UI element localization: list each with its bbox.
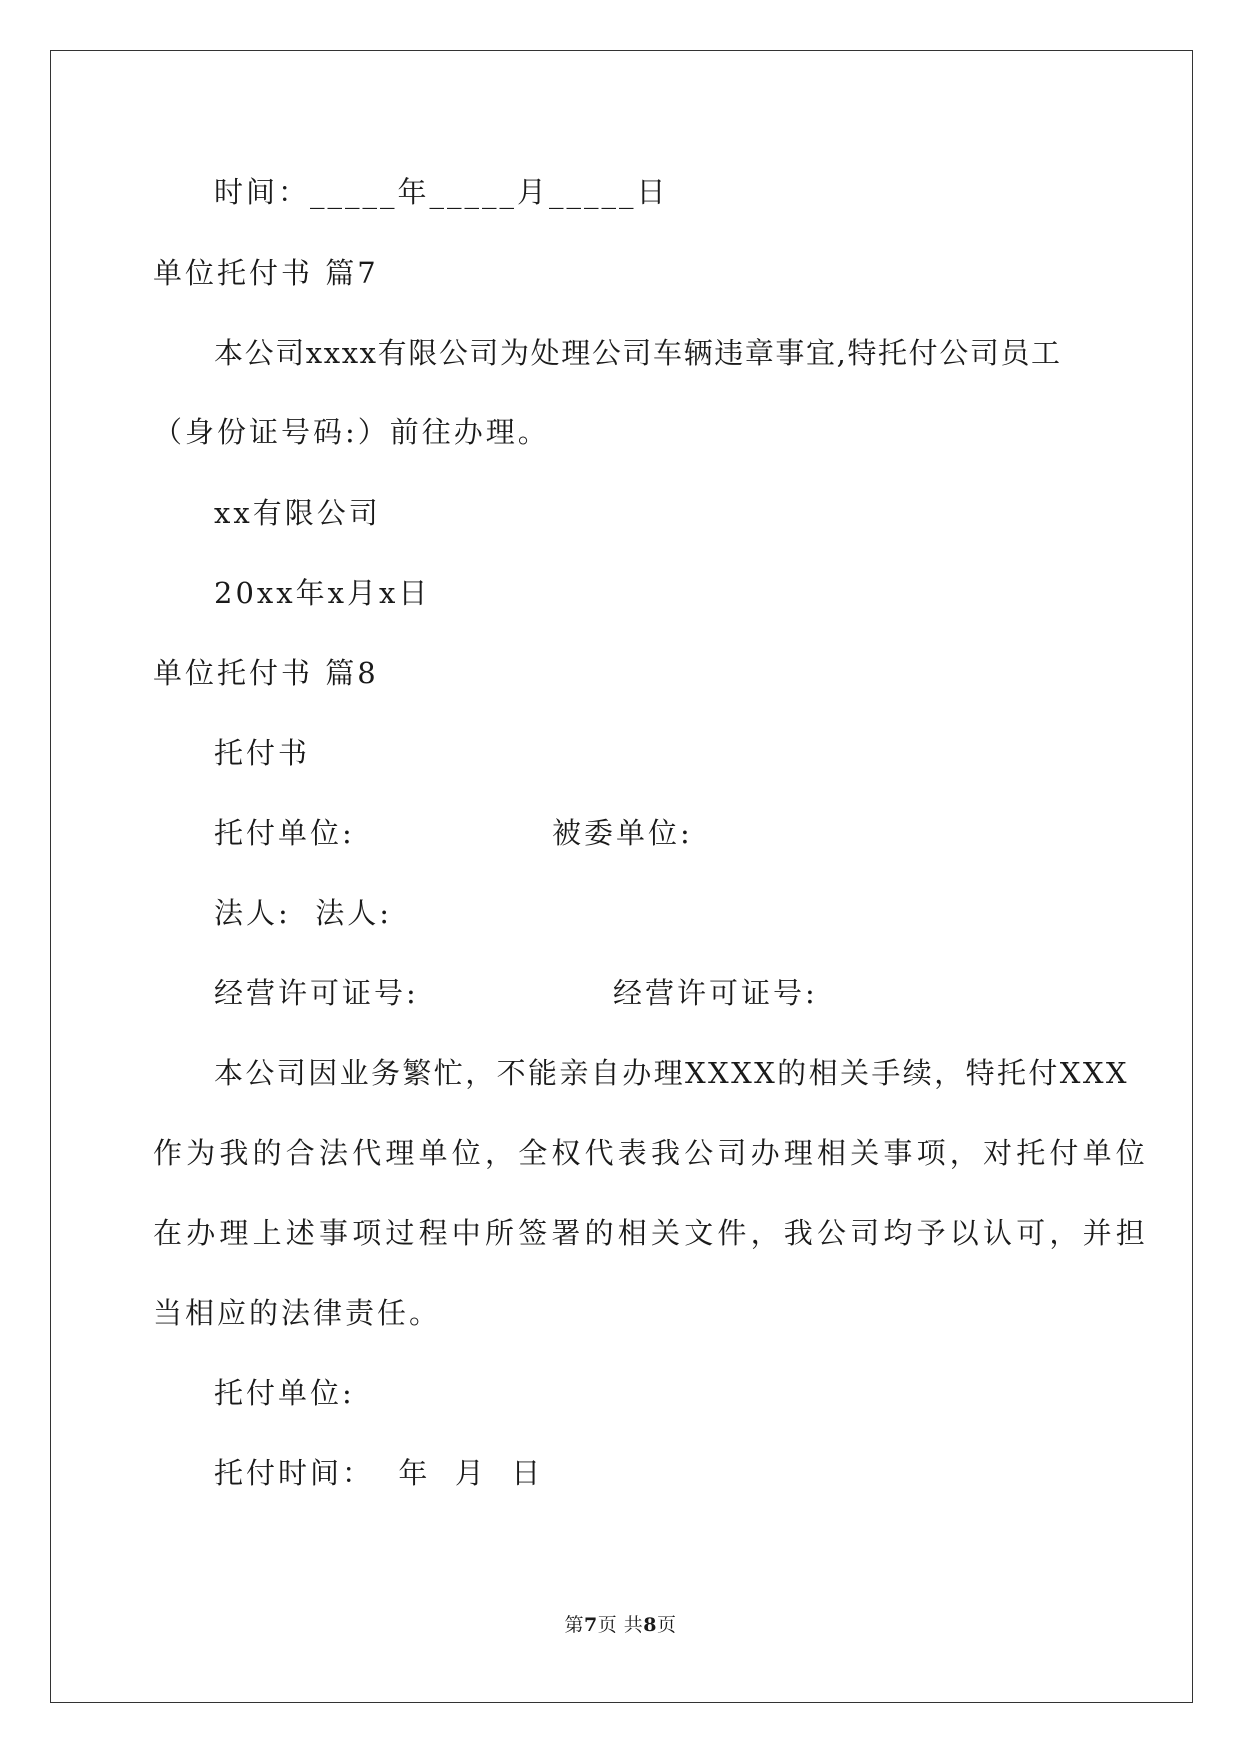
date-line: 时间：_____年_____月_____日: [214, 175, 669, 209]
paragraph-line: （身份证号码:）前往办理。: [153, 415, 550, 449]
license-number-label: 经营许可证号:: [214, 976, 419, 1010]
entrust-date-label: 托付时间： 年 月 日: [214, 1456, 544, 1490]
paragraph-line: 当相应的法律责任。: [153, 1296, 442, 1330]
company-name: xx有限公司: [214, 496, 381, 530]
signature-date: 20xx年x月x日: [214, 576, 431, 610]
document-title: 托付书: [214, 736, 311, 770]
paragraph-line: 作为我的合法代理单位，全权代表我公司办理相关事项，对托付单位: [153, 1136, 1150, 1170]
license-number-label: 经营许可证号:: [613, 976, 818, 1010]
current-page-number: 7: [583, 1614, 598, 1636]
paragraph-line: 本公司xxxx有限公司为处理公司车辆违章事宜,特托付公司员工: [214, 336, 1062, 370]
section-title-7: 单位托付书 篇7: [153, 256, 379, 290]
entrusting-unit-signature-label: 托付单位:: [214, 1376, 355, 1410]
total-page-number: 8: [643, 1614, 657, 1636]
legal-person-labels: 法人: 法人:: [214, 896, 392, 930]
paragraph-line: 本公司因业务繁忙，不能亲自办理XXXX的相关手续，特托付XXX: [214, 1056, 1129, 1090]
entrusted-unit-label: 被委单位:: [552, 816, 693, 850]
page-footer: 第7页 共8页: [564, 1614, 677, 1636]
paragraph-line: 在办理上述事项过程中所签署的相关文件，我公司均予以认可，并担: [153, 1216, 1150, 1250]
entrusting-unit-label: 托付单位:: [214, 816, 355, 850]
section-title-8: 单位托付书 篇8: [153, 656, 379, 690]
